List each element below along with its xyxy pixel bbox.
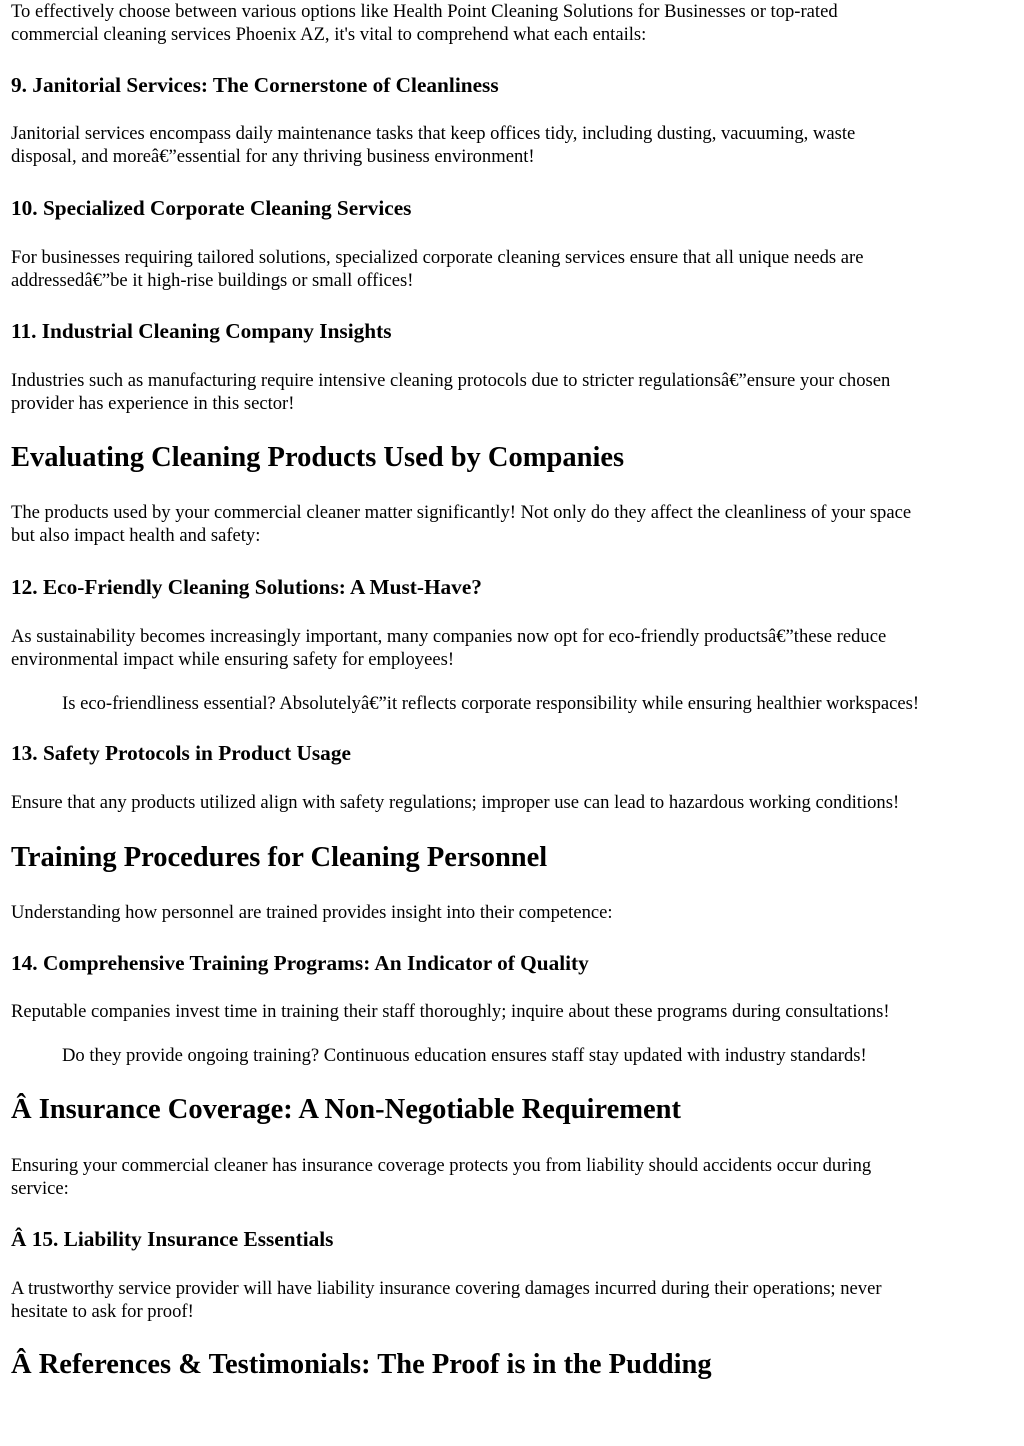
- safety-paragraph: [11, 791, 899, 814]
- heading-liability-insurance: Â 15. Liability Insurance Essentials: [11, 1227, 334, 1251]
- heading-evaluating-products: Evaluating Cleaning Products Used by Companies: [11, 442, 625, 473]
- training-line-1: Understanding how personnel are trained provides insight into their competence:: [11, 902, 613, 923]
- products-line-2: but also impact health and safety:: [11, 525, 261, 546]
- intro-line-1: To effectively choose between various options like Health Point Cleaning Solutions for Businesses or top-rated: [11, 1, 838, 22]
- insurance-line-2: service:: [11, 1178, 69, 1199]
- eco-friendly-line-2: environmental impact while ensuring safety for employees!: [11, 649, 455, 670]
- training-paragraph: [11, 901, 613, 924]
- products-paragraph: [11, 501, 911, 547]
- intro-line-2: commercial cleaning services Phoenix AZ, it's vital to comprehend what each entails:: [11, 24, 647, 45]
- training-quote: Do they provide ongoing training? Continuous education ensures staff stay updated with industry standards!: [62, 1045, 867, 1066]
- training-programs-line-1: Reputable companies invest time in training their staff thoroughly; inquire about these programs during consultations!: [11, 1001, 890, 1022]
- liability-paragraph: [11, 1277, 882, 1323]
- insurance-line-1: Ensuring your commercial cleaner has insurance coverage protects you from liability should accidents occur during: [11, 1155, 872, 1176]
- janitorial-line-2: disposal, and moreâ€”essential for any thriving business environment!: [11, 146, 535, 167]
- specialized-line-1: For businesses requiring tailored solutions, specialized corporate cleaning services ensure that all unique needs are: [11, 247, 864, 268]
- janitorial-line-1: Janitorial services encompass daily maintenance tasks that keep offices tidy, including dusting, vacuuming, waste: [11, 123, 856, 144]
- heading-training-programs: 14. Comprehensive Training Programs: An Indicator of Quality: [11, 951, 589, 975]
- liability-line-1: A trustworthy service provider will have liability insurance covering damages incurred during their operations; never: [11, 1278, 882, 1299]
- specialized-line-2: addressedâ€”be it high-rise buildings or small offices!: [11, 270, 414, 291]
- heading-references-testimonials: Â References & Testimonials: The Proof is in the Pudding: [11, 1349, 712, 1380]
- heading-training-procedures: Training Procedures for Cleaning Personnel: [11, 842, 548, 873]
- specialized-paragraph: [11, 246, 863, 292]
- insurance-paragraph: [11, 1154, 871, 1200]
- heading-insurance-coverage: Â Insurance Coverage: A Non-Negotiable Requirement: [11, 1094, 681, 1125]
- industrial-line-1: Industries such as manufacturing require intensive cleaning protocols due to stricter regulationsâ€”ensure your chosen: [11, 370, 891, 391]
- products-line-1: The products used by your commercial cleaner matter significantly! Not only do they affect the cleanliness of your space: [11, 502, 912, 523]
- eco-friendly-line-1: As sustainability becomes increasingly important, many companies now opt for eco-friendly productsâ€”these reduce: [11, 626, 887, 647]
- eco-friendly-paragraph: [11, 625, 886, 671]
- heading-specialized-corporate: 10. Specialized Corporate Cleaning Services: [11, 196, 412, 220]
- industrial-line-2: provider has experience in this sector!: [11, 393, 295, 414]
- heading-eco-friendly: 12. Eco-Friendly Cleaning Solutions: A Must-Have?: [11, 575, 482, 599]
- heading-industrial-cleaning: 11. Industrial Cleaning Company Insights: [11, 319, 392, 343]
- eco-friendly-quote: Is eco-friendliness essential? Absolutelyâ€”it reflects corporate responsibility while ensuring healthier workspaces!: [62, 693, 920, 714]
- liability-line-2: hesitate to ask for proof!: [11, 1301, 194, 1322]
- heading-janitorial-services: 9. Janitorial Services: The Cornerstone of Cleanliness: [11, 73, 499, 97]
- training-programs-paragraph: [11, 1000, 890, 1023]
- industrial-paragraph: [11, 369, 890, 415]
- janitorial-paragraph: [11, 122, 855, 168]
- heading-safety-protocols: 13. Safety Protocols in Product Usage: [11, 741, 351, 765]
- intro-paragraph: [11, 0, 838, 46]
- safety-line-1: Ensure that any products utilized align with safety regulations; improper use can lead to hazardous working conditions!: [11, 792, 900, 813]
